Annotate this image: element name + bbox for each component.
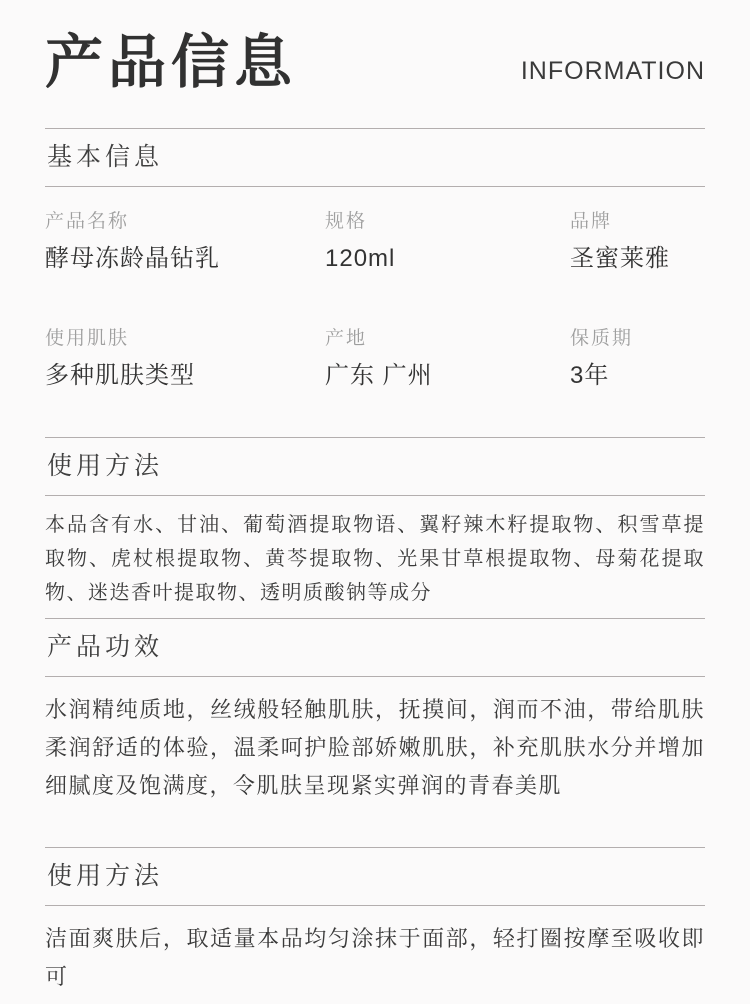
basic-info-grid (45, 209, 705, 391)
field-value: 120ml (325, 244, 396, 272)
field-label: 规格 (325, 210, 368, 232)
field-spec (325, 209, 570, 274)
paragraph-efficacy: 水润精纯质地，丝绒般轻触肌肤，抚摸间，润而不油，带给肌肤柔润舒适的体验，温柔呵护脸部娇嫩肌肤，补充肌肤水分并增加细腻度及饱满度，令肌肤呈现紧实弹润的青春美肌 (45, 696, 705, 798)
section-heading-efficacy: 产品功效 (45, 618, 705, 677)
field-value: 酵母冻龄晶钻乳 (45, 244, 220, 272)
section-heading-ingredients: 使用方法 (45, 437, 705, 496)
field-label: 产品名称 (45, 210, 130, 232)
paragraph-ingredients: 本品含有水、甘油、葡萄酒提取物语、翼籽辣木籽提取物、积雪草提取物、虎杖根提取物、黄芩提取物、光果甘草根提取物、母菊花提取物、迷迭香叶提取物、透明质酸钠等成分 (45, 513, 705, 604)
section-heading-basic-info: 基本信息 (45, 128, 705, 187)
field-label: 保质期 (570, 327, 634, 349)
field-origin (325, 326, 570, 391)
field-value: 3年 (570, 361, 610, 389)
field-label: 使用肌肤 (45, 327, 130, 349)
field-skin-type (45, 326, 325, 391)
section-heading-usage: 使用方法 (45, 847, 705, 906)
field-brand (570, 209, 705, 274)
field-shelf-life (570, 326, 705, 391)
page-title: 产品信息 (45, 28, 298, 96)
field-label: 品牌 (570, 210, 613, 232)
field-label: 产地 (325, 327, 368, 349)
title-row (45, 28, 705, 98)
field-value: 多种肌肤类型 (45, 361, 195, 389)
field-value: 广东 广州 (325, 361, 433, 389)
field-value: 圣蜜莱雅 (570, 244, 670, 272)
paragraph-usage: 洁面爽肤后，取适量本品均匀涂抹于面部，轻打圈按摩至吸收即可 (45, 925, 705, 989)
page-subtitle: INFORMATION (520, 56, 705, 85)
field-product-name (45, 209, 325, 274)
